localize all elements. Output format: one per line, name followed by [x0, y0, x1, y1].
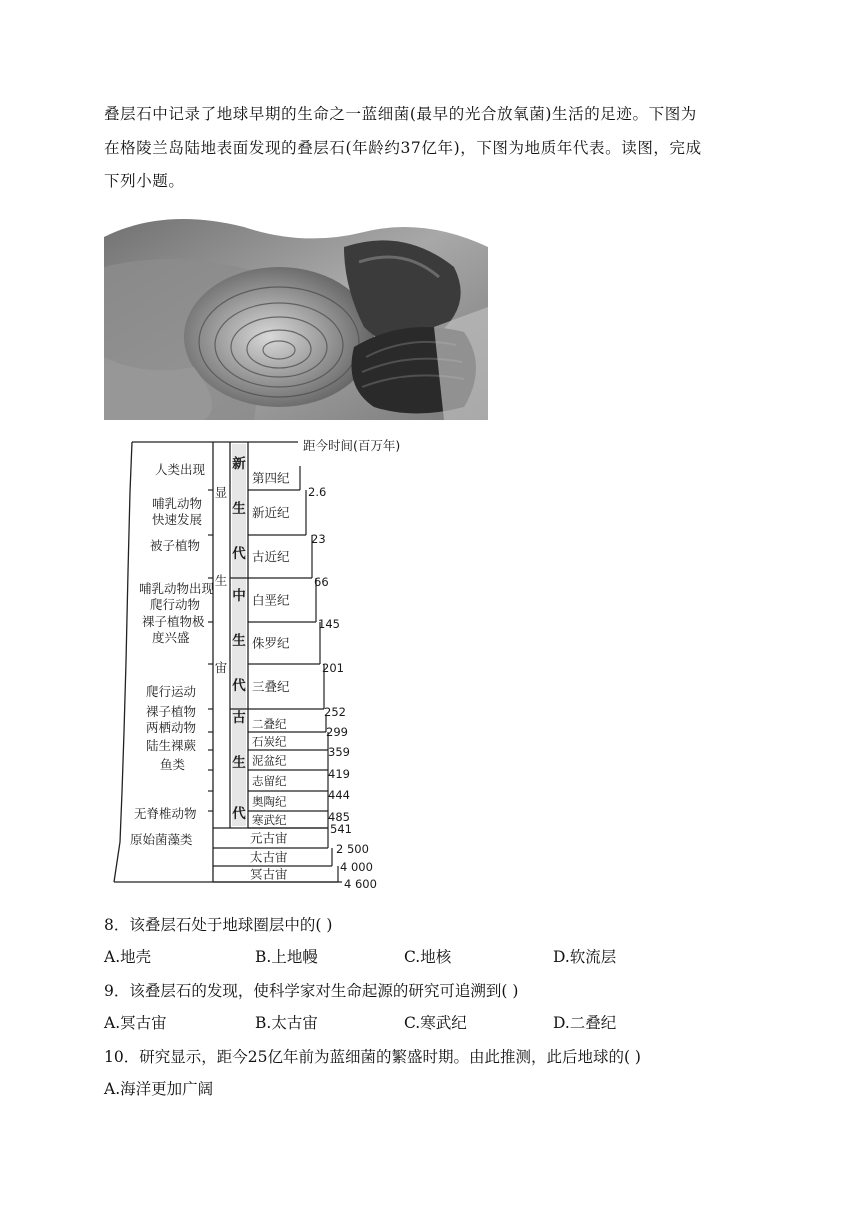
life-event-label: 哺乳动物出现 [139, 581, 215, 596]
period-label: 古近纪 [252, 549, 290, 564]
life-event-label: 被子植物 [150, 538, 201, 553]
era-char: 生 [232, 755, 246, 771]
question-10-stem: 10．研究显示，距今25亿年前为蓝细菌的繁盛时期。由此推测，此后地球的( ) [104, 1048, 641, 1066]
age-label: 4 000 [340, 860, 373, 874]
life-event-label: 原始菌藻类 [130, 832, 193, 847]
life-event-label: 两栖动物 [146, 720, 197, 735]
q8-option-b[interactable]: B.上地幔 [255, 948, 318, 966]
period-label: 石炭纪 [252, 734, 287, 749]
q8-option-d[interactable]: D.软流层 [553, 948, 617, 966]
life-event-label: 度兴盛 [152, 630, 190, 645]
age-label: 2.6 [308, 485, 327, 499]
period-label: 第四纪 [252, 470, 290, 486]
q8-option-c[interactable]: C.地核 [404, 948, 452, 966]
age-label: 252 [324, 705, 346, 719]
period-label: 侏罗纪 [252, 635, 290, 651]
geologic-time-table [102, 432, 432, 894]
q10-option-a[interactable]: A.海洋更加广阔 [104, 1080, 214, 1098]
period-label: 三叠纪 [252, 679, 290, 694]
intro-line-3: 下列小题。 [104, 172, 185, 190]
question-8-stem: 8．该叠层石处于地球圈层中的( ) [104, 916, 333, 934]
q9-option-a[interactable]: A.冥古宙 [104, 1014, 167, 1032]
age-label: 2 500 [336, 842, 369, 856]
eon-char: 生 [214, 573, 228, 588]
era-char: 新 [232, 456, 246, 472]
period-label: 寒武纪 [252, 813, 287, 827]
age-label: 4 600 [344, 877, 377, 891]
life-event-label: 无脊椎动物 [134, 806, 197, 821]
question-9-stem: 9．该叠层石的发现，使科学家对生命起源的研究可追溯到( ) [104, 982, 519, 1000]
precambrian-eon-label: 太古宙 [250, 849, 288, 865]
age-label: 145 [318, 617, 340, 631]
age-label: 359 [328, 745, 350, 759]
age-label: 444 [328, 788, 350, 802]
age-label: 201 [322, 661, 344, 675]
life-event-label: 裸子植物 [146, 704, 197, 719]
stromatolite-photo [104, 207, 488, 420]
era-char: 古 [232, 710, 246, 726]
precambrian-eon-label: 冥古宙 [250, 866, 288, 882]
era-char: 生 [232, 633, 246, 649]
life-event-label: 人类出现 [155, 462, 206, 477]
time-header: 距今时间(百万年) [303, 438, 401, 453]
period-label: 泥盆纪 [252, 753, 287, 768]
life-event-label: 爬行动物 [150, 597, 201, 612]
period-label: 奥陶纪 [252, 794, 287, 809]
eon-char: 宙 [214, 660, 228, 675]
era-char: 代 [232, 806, 246, 822]
life-event-label: 快速发展 [152, 512, 203, 527]
period-label: 新近纪 [252, 505, 290, 520]
period-label: 二叠纪 [252, 717, 287, 731]
q9-option-b[interactable]: B.太古宙 [255, 1014, 318, 1032]
era-char: 代 [232, 546, 246, 562]
life-event-label: 陆生裸蕨 [146, 738, 197, 753]
eon-char: 显 [214, 485, 228, 500]
period-label: 志留纪 [252, 774, 287, 788]
era-char: 代 [232, 678, 246, 694]
q8-option-a[interactable]: A.地壳 [104, 948, 152, 966]
q9-option-d[interactable]: D.二叠纪 [553, 1014, 617, 1032]
intro-line-2: 在格陵兰岛陆地表面发现的叠层石(年龄约37亿年)，下图为地质年代表。读图，完成 [104, 138, 702, 157]
age-label: 541 [330, 822, 352, 836]
q9-option-c[interactable]: C.寒武纪 [404, 1014, 467, 1032]
intro-paragraph [104, 98, 766, 199]
age-label: 66 [314, 575, 329, 589]
life-event-label: 爬行运动 [146, 684, 197, 699]
life-event-label: 裸子植物极 [142, 614, 205, 629]
era-char: 生 [232, 501, 246, 517]
geologic-time-table-svg [102, 432, 432, 894]
era-char: 中 [232, 588, 246, 604]
intro-line-1: 叠层石中记录了地球早期的生命之一蓝细菌(最早的光合放氧菌)生活的足迹。下图为 [104, 105, 697, 123]
life-event-label: 鱼类 [160, 757, 186, 772]
age-label: 419 [328, 767, 350, 781]
age-label: 299 [326, 725, 348, 739]
age-label: 485 [328, 810, 350, 824]
precambrian-eon-label: 元古宙 [250, 830, 288, 846]
life-event-label: 哺乳动物 [152, 496, 203, 511]
period-label: 白垩纪 [252, 592, 290, 608]
age-label: 23 [311, 532, 326, 546]
table-left-border [114, 442, 132, 882]
